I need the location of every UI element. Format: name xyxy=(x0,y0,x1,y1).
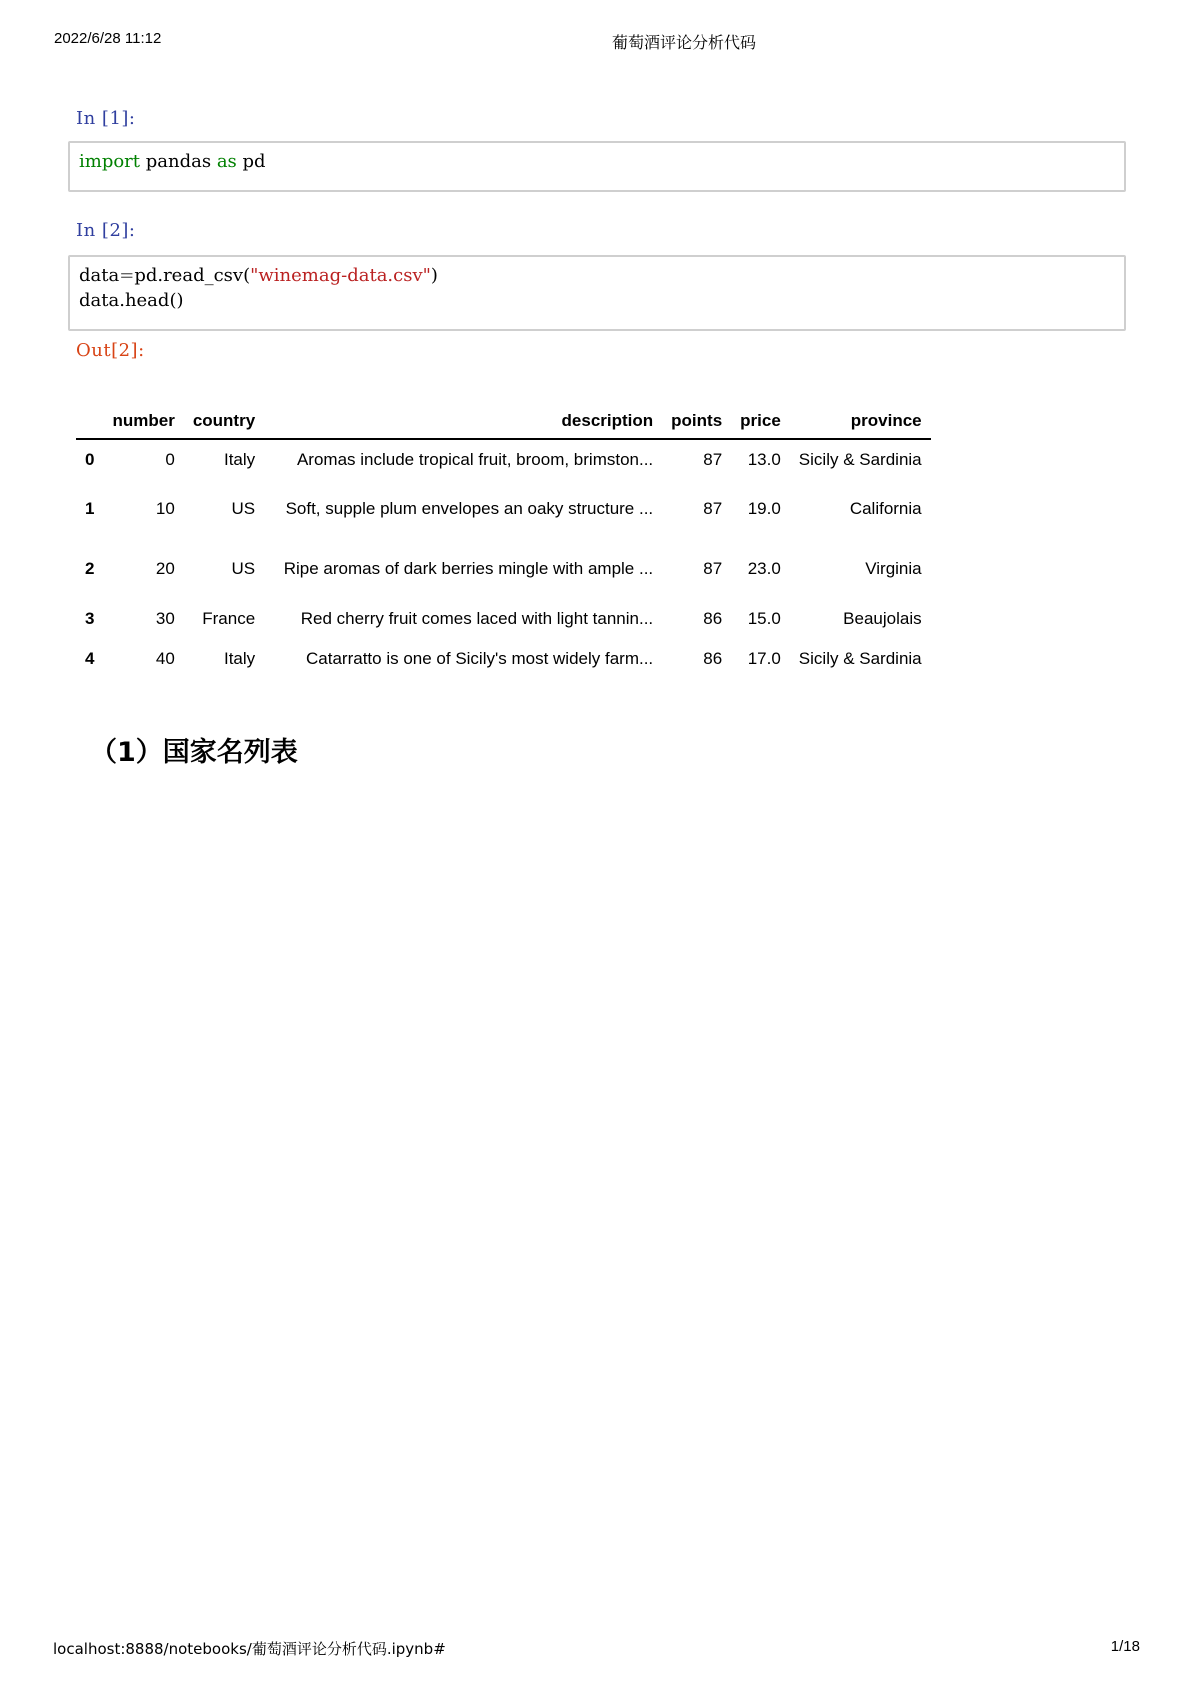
cell-number: 30 xyxy=(155,609,175,628)
cell-price: 23.0 xyxy=(747,559,781,578)
cell-country: US xyxy=(231,559,256,578)
column-header-points: points xyxy=(662,404,731,439)
cell-province: Beaujolais xyxy=(843,609,922,628)
row-index: 3 xyxy=(85,609,95,628)
cell-province: California xyxy=(849,499,922,518)
cell-number: 10 xyxy=(155,499,175,518)
cell-country: US xyxy=(231,499,256,518)
cell2-output-prompt: Out[2]: xyxy=(76,340,145,361)
cell-description: Catarratto is one of Sicily's most widely farm... xyxy=(306,649,654,668)
code-string: "winemag-data.csv" xyxy=(250,265,431,286)
cell-price: 15.0 xyxy=(747,609,781,628)
print-url: localhost:8888/notebooks/葡萄酒评论分析代码.ipynb# xyxy=(53,1640,446,1658)
table-row xyxy=(76,439,931,479)
code-keyword-import: import xyxy=(79,151,141,172)
cell-country: Italy xyxy=(223,649,256,668)
cell-description: Soft, supple plum envelopes an oaky structure ... xyxy=(285,499,654,518)
cell2-input-prompt: In [2]: xyxy=(76,220,136,241)
code-text: data xyxy=(79,265,120,286)
column-header-province: province xyxy=(790,404,931,439)
print-title: 葡萄酒评论分析代码 xyxy=(611,33,756,52)
cell2-code-editor[interactable] xyxy=(68,255,1126,331)
cell-description: Red cherry fruit comes laced with light tannin... xyxy=(300,609,654,628)
print-datetime: 2022/6/28 11:12 xyxy=(54,30,162,47)
cell1-input-prompt: In [1]: xyxy=(76,108,136,129)
cell-points: 86 xyxy=(703,649,723,668)
dataframe-header xyxy=(76,404,931,439)
row-index: 0 xyxy=(85,449,95,469)
code-operator: = xyxy=(119,265,135,286)
code-text: ) xyxy=(430,265,438,286)
cell-province: Sicily & Sardinia xyxy=(798,649,922,668)
code-text: pd xyxy=(236,151,266,172)
cell-points: 87 xyxy=(703,559,723,578)
cell-description: Ripe aromas of dark berries mingle with ample ... xyxy=(283,559,654,578)
dataframe-header-row xyxy=(76,404,931,439)
dataframe-body xyxy=(76,439,931,679)
cell-price: 19.0 xyxy=(747,499,781,518)
print-page-number: 1/18 xyxy=(1110,1638,1140,1655)
code-text: pandas xyxy=(140,151,217,172)
table-row xyxy=(76,639,931,679)
row-index: 2 xyxy=(85,559,95,578)
cell-number: 40 xyxy=(155,649,175,668)
column-header-index xyxy=(76,404,103,439)
column-header-price: price xyxy=(731,404,790,439)
table-row xyxy=(76,479,931,539)
code-text: pd.read_csv( xyxy=(134,265,251,286)
dataframe-table xyxy=(76,404,931,679)
cell-country: France xyxy=(202,609,256,628)
cell-province: Sicily & Sardinia xyxy=(798,449,922,469)
cell-number: 0 xyxy=(165,449,175,469)
cell1-code-editor[interactable] xyxy=(68,141,1126,192)
cell-country: Italy xyxy=(223,449,256,469)
cell-points: 87 xyxy=(703,499,723,518)
code-keyword-as: as xyxy=(216,151,237,172)
row-index: 1 xyxy=(85,499,95,518)
cell-description: Aromas include tropical fruit, broom, brimston... xyxy=(296,449,654,469)
section-heading: （1）国家名列表 xyxy=(90,737,298,768)
cell-price: 17.0 xyxy=(747,649,781,668)
cell-price: 13.0 xyxy=(747,449,781,469)
row-index: 4 xyxy=(85,649,95,668)
column-header-country: country xyxy=(184,404,264,439)
column-header-description: description xyxy=(264,404,662,439)
cell-number: 20 xyxy=(155,559,175,578)
table-row xyxy=(76,539,931,599)
column-header-number: number xyxy=(103,404,183,439)
table-row xyxy=(76,599,931,639)
cell-points: 86 xyxy=(703,609,723,628)
cell-points: 87 xyxy=(703,449,723,469)
code-text: data.head() xyxy=(79,290,184,311)
cell-province: Virginia xyxy=(865,559,922,578)
